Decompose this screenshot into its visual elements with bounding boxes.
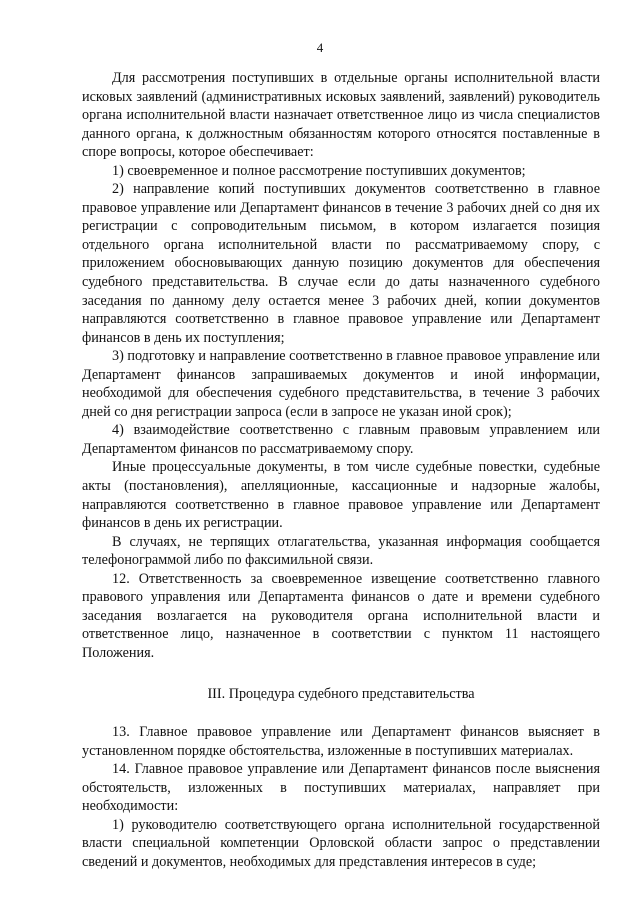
paragraph-responsible-person: Для рассмотрения поступивших в отдельные органы исполнительной власти исковых заявлений (административных исковых заявлений, заявлений) руководитель органа исполнительной власти назначает ответственное лицо из числа специалистов данного органа, к должностным обязанностям которого относятся поставленные в споре вопросы, которое обеспечивает: bbox=[82, 70, 600, 161]
page-number: 4 bbox=[316, 40, 324, 55]
paragraph-item-2: 2) направление копий поступивших документов соответственно в главное правовое управление или Департамент финансов в течение 3 рабочих дней со дня их регистрации с сопроводительным письмом, в котором излагается позиция отдельного органа исполнительной власти по рассматриваемому спору, с приложением обосновывающих данную позицию документов для обеспечения судебного представительства. В случае если до даты назначенного судебного заседания по данному делу остается менее 3 рабочих дней, копии документов направляются соответственно в главное правовое управление или Департамент финансов в день их поступления; bbox=[82, 181, 600, 346]
paragraph-other-documents: Иные процессуальные документы, в том числе судебные повестки, судебные акты (постановления), апелляционные, кассационные и надзорные жалобы, направляются соответственно в главное правовое управление или Департамент финансов в день их регистрации. bbox=[82, 459, 600, 532]
paragraph-urgent-cases: В случаях, не терпящих отлагательства, указанная информация сообщается телефонограммой либо по факсимильной связи. bbox=[82, 533, 600, 569]
paragraph-clause-13: 13. Главное правовое управление или Департамент финансов выясняет в установленном порядке обстоятельства, изложенные в поступивших материалах. bbox=[82, 724, 600, 759]
paragraph-item-1: 1) своевременное и полное рассмотрение поступивших документов; bbox=[112, 162, 526, 179]
paragraph-clause-14: 14. Главное правовое управление или Департамент финансов после выяснения обстоятельств, изложенных в поступивших материалах, направляет при необходимости: bbox=[82, 761, 600, 815]
paragraph-item-3: 3) подготовку и направление соответственно в главное правовое управление или Департамент финансов запрашиваемых документов и иной информации, необходимой для обеспечения судебного представительства, в течение 3 рабочих дней со дня регистрации запроса (если в запросе не указан иной срок); bbox=[82, 348, 600, 420]
document-body bbox=[82, 69, 600, 871]
paragraph-clause-14-item-1: 1) руководителю соответствующего органа исполнительной государственной власти специальной компетенции Орловской области запрос о представлении сведений и документов, необходимых для представления интересов в суде; bbox=[82, 816, 600, 870]
paragraph-item-4: 4) взаимодействие соответственно с главным правовым управлением или Департаментом финансов по рассматриваемому спору. bbox=[82, 422, 600, 457]
section-heading: III. Процедура судебного представительства bbox=[207, 685, 475, 702]
paragraph-clause-12: 12. Ответственность за своевременное извещение соответственно главного правового управления или Департамента финансов о дате и времени судебного заседания возлагается на руководителя органа исполнительной власти и ответственное лицо, назначенное в соответствии с пунктом 11 настоящего Положения. bbox=[82, 570, 600, 661]
